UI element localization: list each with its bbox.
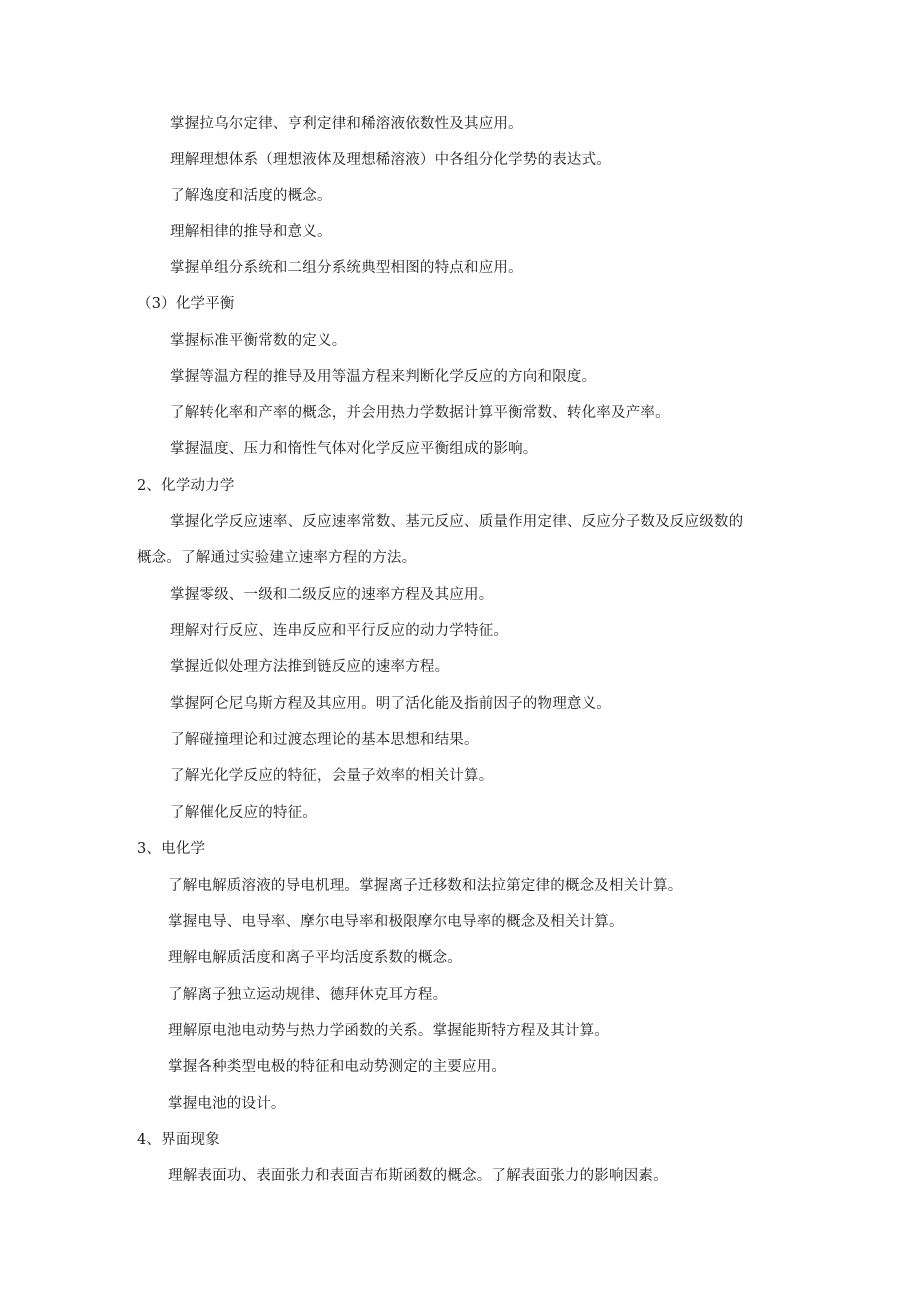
text-line: 理解对行反应、连串反应和平行反应的动力学特征。 (170, 623, 509, 639)
text-line: 了解逸度和活度的概念。 (170, 188, 332, 204)
text-line: 掌握各种类型电极的特征和电动势测定的主要应用。 (168, 1059, 507, 1075)
text-line: 掌握电导、电导率、摩尔电导率和极限摩尔电导率的概念及相关计算。 (168, 914, 624, 930)
text-line: 了解离子独立运动规律、德拜休克耳方程。 (168, 987, 448, 1003)
text-line: 掌握阿仑尼乌斯方程及其应用。明了活化能及指前因子的物理意义。 (170, 696, 611, 712)
section-heading: 3、电化学 (137, 841, 206, 857)
text-line: 了解转化率和产率的概念，并会用热力学数据计算平衡常数、转化率及产率。 (170, 405, 670, 421)
text-line: 了解碰撞理论和过渡态理论的基本思想和结果。 (170, 732, 479, 748)
text-line: 了解催化反应的特征。 (170, 805, 317, 821)
text-line: 理解原电池电动势与热力学函数的关系。掌握能斯特方程及其计算。 (168, 1023, 609, 1039)
text-line: 概念。了解通过实验建立速率方程的方法。 (137, 550, 417, 566)
section-heading: 4、界面现象 (137, 1132, 220, 1148)
text-line: 掌握零级、一级和二级反应的速率方程及其应用。 (170, 587, 494, 603)
text-line: 掌握温度、压力和惰性气体对化学反应平衡组成的影响。 (170, 441, 538, 457)
text-line: 掌握单组分系统和二组分系统典型相图的特点和应用。 (170, 260, 523, 276)
text-line: 理解理想体系（理想液体及理想稀溶液）中各组分化学势的表达式。 (170, 152, 611, 168)
section-heading: 2、化学动力学 (137, 478, 235, 494)
text-line: 掌握等温方程的推导及用等温方程来判断化学反应的方向和限度。 (170, 369, 597, 385)
section-heading: （3）化学平衡 (137, 296, 235, 312)
text-line: 理解相律的推导和意义。 (170, 224, 332, 240)
text-line: 掌握电池的设计。 (168, 1096, 286, 1112)
text-line: 掌握拉乌尔定律、亨利定律和稀溶液依数性及其应用。 (170, 116, 523, 132)
text-line: 掌握近似处理方法推到链反应的速率方程。 (170, 659, 450, 675)
text-line: 掌握标准平衡常数的定义。 (170, 333, 347, 349)
text-line: 理解表面功、表面张力和表面吉布斯函数的概念。了解表面张力的影响因素。 (168, 1168, 668, 1184)
text-line: 了解光化学反应的特征，会量子效率的相关计算。 (170, 768, 494, 784)
text-line: 了解电解质溶液的导电机理。掌握离子迁移数和法拉第定律的概念及相关计算。 (168, 878, 683, 894)
text-line: 理解电解质活度和离子平均活度系数的概念。 (168, 950, 462, 966)
text-line: 掌握化学反应速率、反应速率常数、基元反应、质量作用定律、反应分子数及反应级数的 (170, 514, 744, 530)
